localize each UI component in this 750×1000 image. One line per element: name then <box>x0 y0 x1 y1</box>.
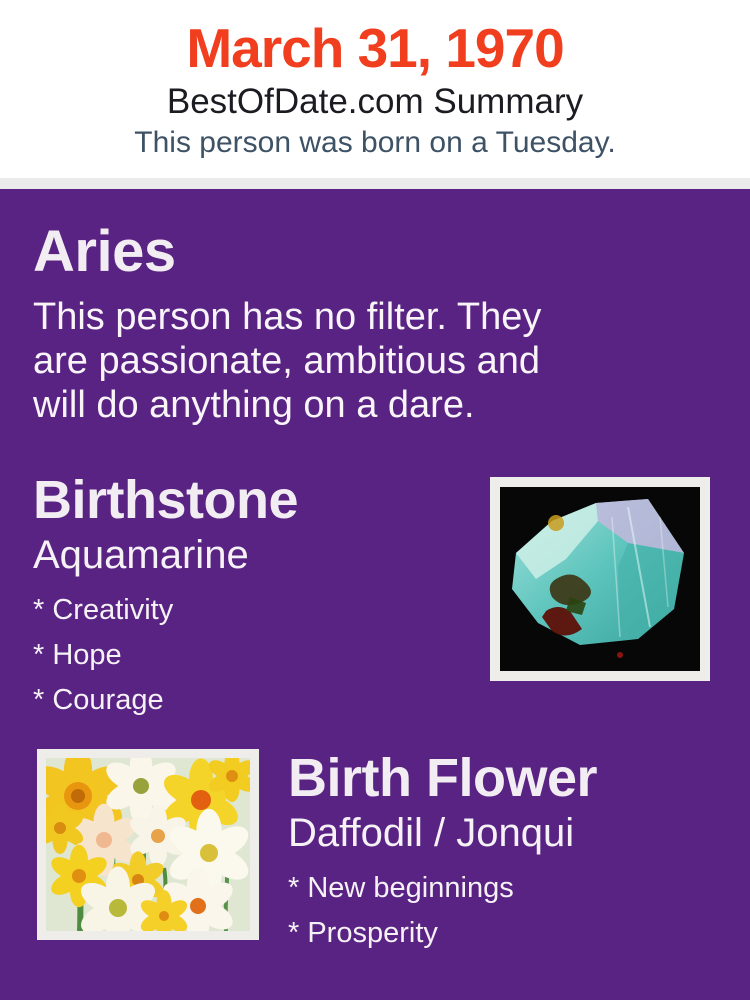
birthstone-heading: Birthstone <box>33 470 298 530</box>
header-divider <box>0 178 750 189</box>
summary-body <box>0 189 750 1000</box>
birth-flower-trait: * Prosperity <box>288 917 438 949</box>
birthstone-trait: * Hope <box>33 639 122 671</box>
zodiac-description-line: will do anything on a dare. <box>33 384 475 426</box>
birthstone-text <box>33 471 298 717</box>
birthstone-name: Aquamarine <box>33 533 249 577</box>
birth-flower-text <box>288 749 597 950</box>
date-title: March 31, 1970 <box>186 17 564 79</box>
zodiac-description-line: This person has no filter. They <box>33 296 542 338</box>
zodiac-sign-heading: Aries <box>33 219 176 284</box>
birth-flower-heading: Birth Flower <box>288 748 598 808</box>
birthstone-section <box>33 471 710 717</box>
birth-flower-trait: * New beginnings <box>288 872 514 904</box>
zodiac-description <box>33 295 710 427</box>
daffodil-photo <box>37 749 259 940</box>
aquamarine-photo <box>490 477 710 681</box>
born-on-weekday-text: This person was born on a Tuesday. <box>134 126 616 159</box>
birth-flower-section <box>33 749 710 950</box>
header <box>0 0 750 178</box>
zodiac-description-line: are passionate, ambitious and <box>33 340 540 382</box>
birthstone-trait: * Creativity <box>33 594 174 626</box>
site-summary-subtitle: BestOfDate.com Summary <box>166 82 584 121</box>
birthstone-trait: * Courage <box>33 684 164 716</box>
birth-flower-name: Daffodil / Jonqui <box>288 811 575 855</box>
